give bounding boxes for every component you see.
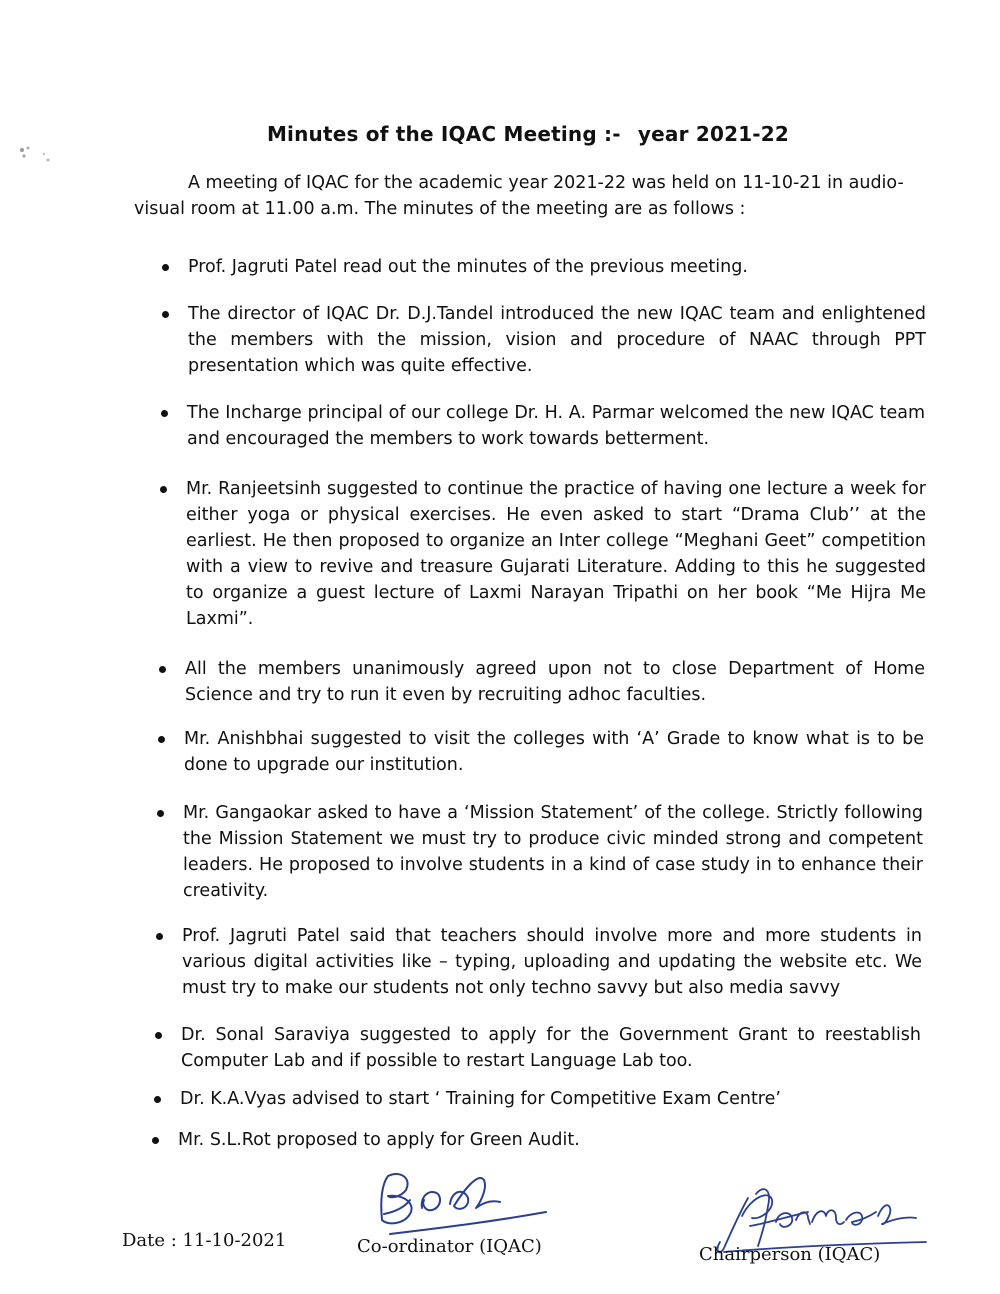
- page-title: [0, 122, 1000, 146]
- list-item-text: Dr. Sonal Saraviya suggested to apply for the Government Grant to reestablish Computer Lab and if possible to restart Language Lab too.: [181, 1025, 921, 1071]
- list-item: [183, 800, 923, 904]
- list-item: [188, 301, 926, 379]
- list-item-text: Mr. S.L.Rot proposed to apply for Green Audit.: [178, 1130, 580, 1150]
- list-item: [188, 254, 928, 280]
- list-item-text: Mr. Anishbhai suggested to visit the colleges with ‘A’ Grade to know what is to be done to upgrade our institution.: [184, 729, 924, 775]
- bullet-icon: [154, 1096, 161, 1103]
- list-item-text: The Incharge principal of our college Dr. H. A. Parmar welcomed the new IQAC team and encouraged the members to work towards betterment.: [187, 403, 925, 449]
- list-item-text: Dr. K.A.Vyas advised to start ‘ Training for Competitive Exam Centre’: [180, 1089, 781, 1109]
- chairperson-label: Chairperson (IQAC): [699, 1244, 881, 1265]
- bullet-icon: [161, 410, 168, 417]
- list-item: [182, 923, 922, 1001]
- list-item: [186, 476, 926, 632]
- bullet-icon: [157, 810, 164, 817]
- bullet-icon: [162, 264, 169, 271]
- list-item: [184, 726, 924, 778]
- bullet-icon: [156, 933, 163, 940]
- title-text: Minutes of the IQAC Meeting :-: [266, 122, 621, 146]
- list-item-text: Mr. Gangaokar asked to have a ‘Mission Statement’ of the college. Strictly following the Mission Statement we must try to produce civic minded strong and competent leaders. He proposed to involve students in a kind of case study in to enhance their creativity.: [183, 803, 923, 901]
- list-item-text: Prof. Jagruti Patel said that teachers should involve more and more students in various digital activities like – typing, uploading and updating the website etc. We must try to make our students not only techno savvy but also media savvy: [182, 926, 922, 998]
- list-item-text: Mr. Ranjeetsinh suggested to continue the practice of having one lecture a week for either yoga or physical exercises. He even asked to start “Drama Club’’ at the earliest. He then proposed to organize an Inter college “Meghani Geet” competition with a view to revive and treasure Gujarati Literature. Adding to this he suggested to organize a guest lecture of Laxmi Narayan Tripathi on her book “Me Hijra Me Laxmi”.: [186, 479, 926, 629]
- bullet-icon: [162, 311, 169, 318]
- list-item: [180, 1086, 920, 1112]
- list-item-text: All the members unanimously agreed upon not to close Department of Home Science and try to run it even by recruiting adhoc faculties.: [185, 659, 925, 705]
- bullet-icon: [160, 486, 167, 493]
- coordinator-label: Co-ordinator (IQAC): [357, 1236, 542, 1257]
- meeting-date: Date : 11-10-2021: [122, 1230, 287, 1251]
- list-item: [185, 656, 925, 708]
- bullet-icon: [152, 1137, 159, 1144]
- intro-paragraph: A meeting of IQAC for the academic year 2021-22 was held on 11-10-21 in audio-visual room at 11.00 a.m. The minutes of the meeting are as follows :: [134, 173, 904, 219]
- bullet-icon: [155, 1032, 162, 1039]
- list-item: [187, 400, 925, 452]
- title-year: year 2021-22: [637, 122, 790, 146]
- list-item-text: Prof. Jagruti Patel read out the minutes of the previous meeting.: [188, 257, 748, 277]
- coordinator-signature: [360, 1150, 560, 1250]
- bullet-icon: [158, 736, 165, 743]
- list-item: [181, 1022, 921, 1074]
- bullet-icon: [159, 666, 166, 673]
- list-item-text: The director of IQAC Dr. D.J.Tandel introduced the new IQAC team and enlightened the members with the mission, vision and procedure of NAAC through PPT presentation which was quite effective.: [188, 304, 926, 376]
